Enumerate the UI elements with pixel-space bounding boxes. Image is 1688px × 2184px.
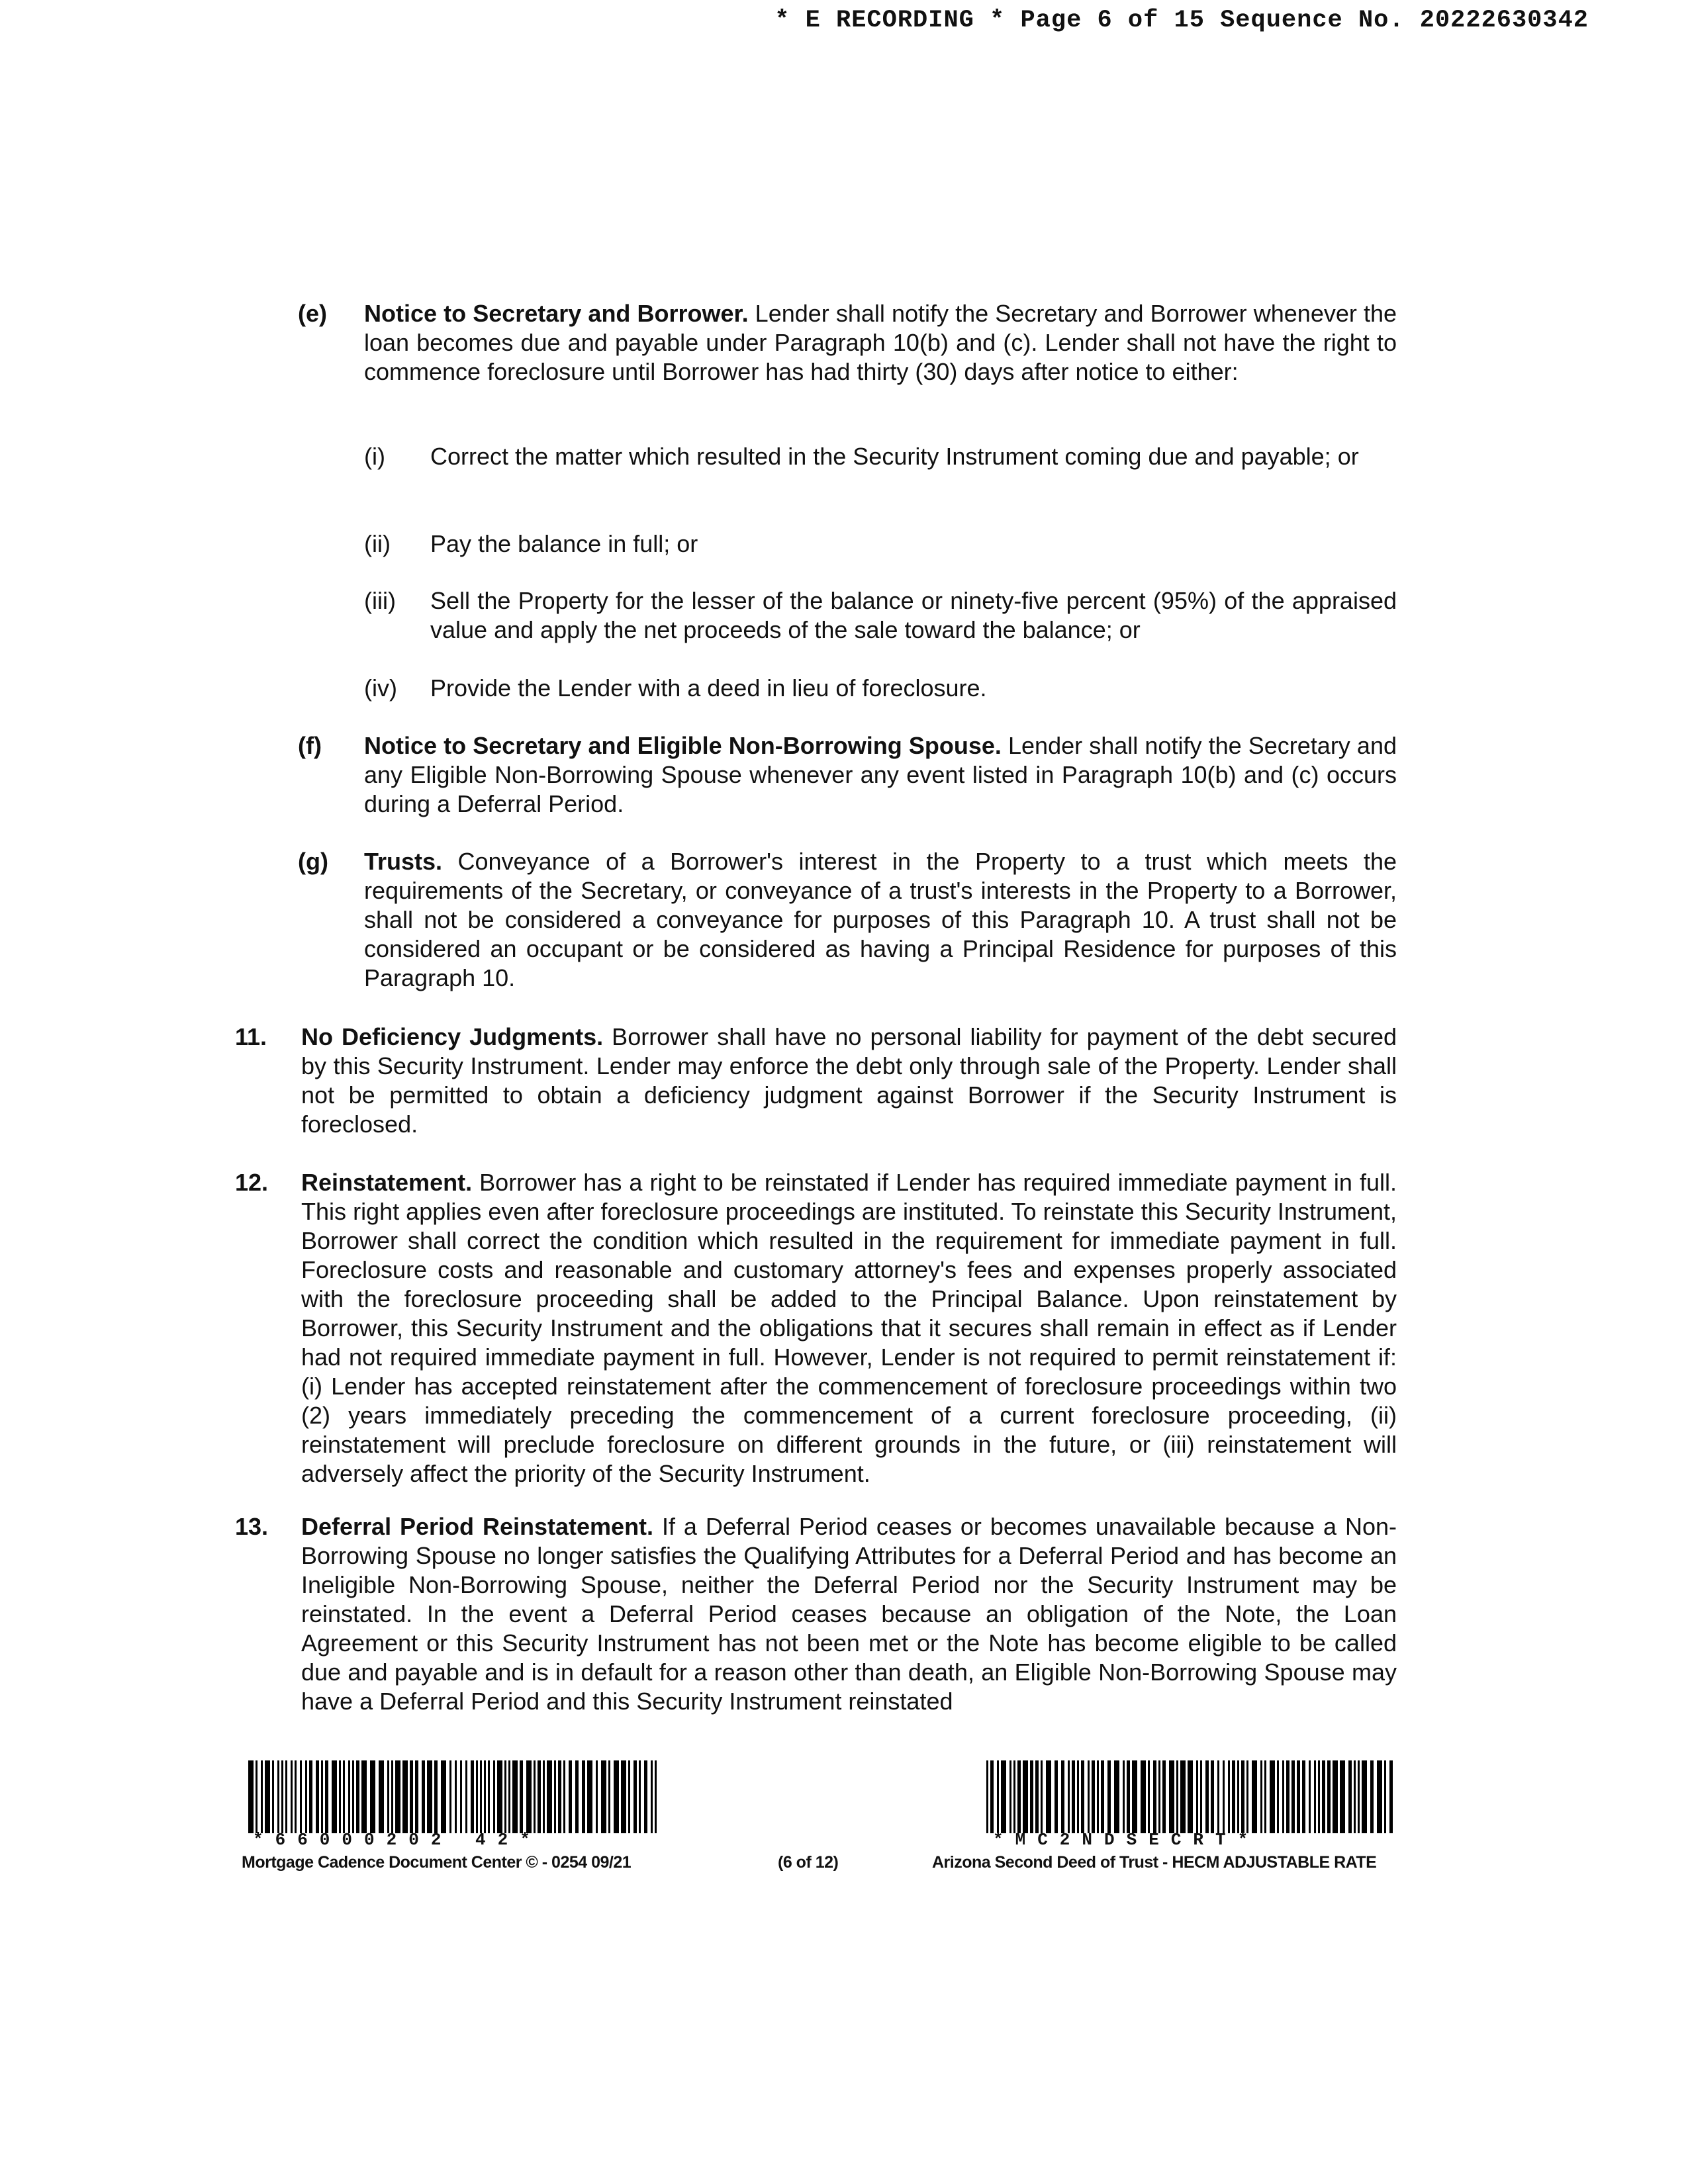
barcode-bar xyxy=(614,1760,619,1833)
barcode-bar xyxy=(295,1760,297,1833)
barcode-bar xyxy=(1196,1760,1198,1833)
barcode-bar xyxy=(1200,1760,1202,1833)
barcode-bar xyxy=(1162,1760,1166,1833)
barcode-bar xyxy=(248,1760,254,1833)
section-11 xyxy=(301,1023,1397,1139)
barcode-bar xyxy=(1180,1760,1186,1833)
barcode-bar xyxy=(1264,1760,1266,1833)
barcode-bar xyxy=(465,1760,467,1833)
barcode-bar xyxy=(316,1760,319,1833)
barcode-bar xyxy=(628,1760,630,1833)
barcode-bar xyxy=(1297,1760,1300,1833)
barcode-bar xyxy=(547,1760,552,1833)
barcode-bar xyxy=(1354,1760,1356,1833)
barcode-bar xyxy=(1158,1760,1160,1833)
item-iv-label: (iv) xyxy=(364,674,397,702)
barcode-bar xyxy=(1097,1760,1099,1833)
barcode-bar xyxy=(1211,1760,1214,1833)
barcode-bar xyxy=(1223,1760,1225,1833)
barcode-bar xyxy=(291,1760,293,1833)
barcode-bar xyxy=(1291,1760,1295,1833)
barcode-bar xyxy=(1088,1760,1090,1833)
barcode-bar xyxy=(272,1760,274,1833)
barcode-bar xyxy=(1188,1760,1193,1833)
barcode-bar xyxy=(1348,1760,1352,1833)
barcode-bar xyxy=(1092,1760,1095,1833)
left-barcode-text: *66000202 42* xyxy=(253,1830,542,1850)
left-barcode-image xyxy=(248,1760,659,1833)
barcode-bar xyxy=(1017,1760,1021,1833)
barcode-bar xyxy=(352,1760,354,1833)
item-ii-label: (ii) xyxy=(364,530,391,557)
section-f-text: Lender shall notify the Secretary and any Eligible Non-Borrowing Spouse whenever any event listed in Paragraph 10(b) and (c) occurs during a Deferral Period. xyxy=(364,732,1397,817)
barcode-bar xyxy=(575,1760,579,1833)
barcode-bar xyxy=(391,1760,393,1833)
barcode-bar xyxy=(1123,1760,1125,1833)
section-12-title: Reinstatement. xyxy=(301,1169,473,1196)
barcode-bar xyxy=(1068,1760,1070,1833)
barcode-bar xyxy=(1309,1760,1311,1833)
barcode-bar xyxy=(449,1760,451,1833)
barcode-bar xyxy=(1277,1760,1279,1833)
barcode-bar xyxy=(1384,1760,1386,1833)
section-f xyxy=(364,731,1397,819)
barcode-bar xyxy=(1252,1760,1257,1833)
barcode-bar xyxy=(325,1760,328,1833)
barcode-bar xyxy=(471,1760,474,1833)
section-f-title: Notice to Secretary and Eligible Non-Borrowing Spouse. xyxy=(364,732,1002,759)
barcode-bar xyxy=(379,1760,384,1833)
barcode-bar xyxy=(455,1760,457,1833)
barcode-bar xyxy=(1377,1760,1382,1833)
barcode-bar xyxy=(493,1760,495,1833)
barcode-bar xyxy=(1001,1760,1006,1833)
right-barcode-image xyxy=(986,1760,1397,1833)
barcode-bar xyxy=(484,1760,486,1833)
barcode-bar xyxy=(651,1760,653,1833)
barcode-bar xyxy=(1132,1760,1137,1833)
barcode-bar xyxy=(370,1760,375,1833)
barcode-bar xyxy=(587,1760,592,1833)
barcode-bar xyxy=(997,1760,999,1833)
item-iii-text: Sell the Property for the lesser of the balance or ninety-five percent (95%) of the appraised value and apply the net proceeds of the sale toward the balance; or xyxy=(430,587,1397,643)
barcode-bar xyxy=(1127,1760,1130,1833)
barcode-bar xyxy=(410,1760,413,1833)
section-e xyxy=(364,299,1397,387)
page-of-count: (6 of 12) xyxy=(778,1853,839,1872)
barcode-bar xyxy=(1241,1760,1244,1833)
barcode-bar xyxy=(1077,1760,1079,1833)
barcode-bar xyxy=(1370,1760,1374,1833)
barcode-bar xyxy=(356,1760,359,1833)
barcode-bar xyxy=(1358,1760,1360,1833)
barcode-bar xyxy=(1023,1760,1028,1833)
barcode-bar xyxy=(1286,1760,1289,1833)
section-11-title: No Deficiency Judgments. xyxy=(301,1023,604,1050)
barcode-bar xyxy=(554,1760,556,1833)
section-e-text: Lender shall notify the Secretary and Borrower whenever the loan becomes due and payable under Paragraph 10(b) and (c). Lender shall not have the right to commence foreclosure until Borrower has had thirty (30) days after notice to either: xyxy=(364,300,1397,385)
barcode-bar xyxy=(1176,1760,1178,1833)
barcode-bar xyxy=(441,1760,446,1833)
barcode-bar xyxy=(1009,1760,1011,1833)
barcode-bar xyxy=(558,1760,561,1833)
barcode-bar xyxy=(1153,1760,1156,1833)
barcode-bar xyxy=(402,1760,408,1833)
barcode-bar xyxy=(563,1760,565,1833)
barcode-bar xyxy=(285,1760,287,1833)
barcode-bar xyxy=(1237,1760,1239,1833)
section-11-text: Borrower shall have no personal liability for payment of the debt secured by this Security Instrument. Lender may enforce the debt only through sale of the Property. Lender shall not be permitted to obtain a deficiency judgment against Borrower if the Security Instrument is foreclosed. xyxy=(301,1023,1397,1138)
section-13-label: 13. xyxy=(235,1513,269,1540)
barcode-bar xyxy=(601,1760,606,1833)
barcode-bar xyxy=(1389,1760,1393,1833)
section-13 xyxy=(301,1512,1397,1716)
barcode-bar xyxy=(434,1760,438,1833)
barcode-bar xyxy=(1114,1760,1119,1833)
barcode-bar xyxy=(1282,1760,1284,1833)
barcode-bar xyxy=(480,1760,482,1833)
section-f-label: (f) xyxy=(298,732,322,759)
barcode-bar xyxy=(1217,1760,1219,1833)
barcode-bar xyxy=(1046,1760,1051,1833)
section-g xyxy=(364,847,1397,993)
section-12 xyxy=(301,1168,1397,1488)
barcode-bar xyxy=(1107,1760,1111,1833)
barcode-bar xyxy=(277,1760,279,1833)
item-iii-label: (iii) xyxy=(364,587,396,614)
barcode-bar xyxy=(1030,1760,1033,1833)
barcode-bar xyxy=(526,1760,532,1833)
right-footer-caption: Arizona Second Deed of Trust - HECM ADJUSTABLE RATE xyxy=(932,1853,1377,1872)
barcode-bar xyxy=(1362,1760,1367,1833)
section-12-label: 12. xyxy=(235,1169,269,1196)
barcode-bar xyxy=(476,1760,478,1833)
barcode-bar xyxy=(1260,1760,1262,1833)
barcode-bar xyxy=(1205,1760,1209,1833)
barcode-bar xyxy=(569,1760,572,1833)
barcode-bar xyxy=(1333,1760,1338,1833)
item-iv-text: Provide the Lender with a deed in lieu of foreclosure. xyxy=(430,674,987,702)
item-i-label: (i) xyxy=(364,443,385,470)
barcode-bar xyxy=(261,1760,263,1833)
barcode-bar xyxy=(582,1760,585,1833)
barcode-bar xyxy=(1061,1760,1064,1833)
barcode-bar xyxy=(265,1760,270,1833)
barcode-bar xyxy=(488,1760,490,1833)
barcode-bar xyxy=(1169,1760,1174,1833)
section-g-label: (g) xyxy=(298,848,328,875)
barcode-bar xyxy=(321,1760,323,1833)
barcode-bar xyxy=(361,1760,367,1833)
section-13-title: Deferral Period Reinstatement. xyxy=(301,1513,654,1540)
barcode-bar xyxy=(986,1760,988,1833)
item-i-text: Correct the matter which resulted in the Security Instrument coming due and payable; or xyxy=(430,443,1359,470)
barcode-bar xyxy=(415,1760,418,1833)
barcode-bar xyxy=(1101,1760,1104,1833)
barcode-bar xyxy=(1322,1760,1325,1833)
section-13-text: If a Deferral Period ceases or becomes unavailable because a Non-Borrowing Spouse no longer satisfies the Qualifying Attributes for a Deferral Period and has become an Ineligible Non-Borrowing Spouse, neither the Deferral Period nor the Security Instrument may be reinstated. In the event a Deferral Period ceases because an obligation of the Note, the Loan Agreement or this Security Instrument has not been met or the Note has become eligible to be called due and payable and is in default for a reason other than death, an Eligible Non-Borrowing Spouse may have a Deferral Period and this Security Instrument reinstated xyxy=(301,1513,1397,1715)
barcode-bar xyxy=(309,1760,312,1833)
barcode-bar xyxy=(1013,1760,1015,1833)
barcode-bar xyxy=(520,1760,523,1833)
barcode-bar xyxy=(281,1760,283,1833)
barcode-bar xyxy=(395,1760,400,1833)
barcode-bar xyxy=(534,1760,536,1833)
left-footer-caption: Mortgage Cadence Document Center © - 0254 09/21 xyxy=(242,1853,632,1872)
barcode-bar xyxy=(256,1760,258,1833)
barcode-bar xyxy=(1141,1760,1146,1833)
barcode-bar xyxy=(343,1760,345,1833)
barcode-bar xyxy=(460,1760,462,1833)
barcode-bar xyxy=(1270,1760,1275,1833)
section-e-title: Notice to Secretary and Borrower. xyxy=(364,300,749,327)
barcode-bar xyxy=(1041,1760,1043,1833)
barcode-bar xyxy=(1314,1760,1316,1833)
barcode-bar xyxy=(512,1760,518,1833)
barcode-bar xyxy=(596,1760,598,1833)
barcode-bar xyxy=(1081,1760,1084,1833)
section-g-title: Trusts. xyxy=(364,848,443,875)
barcode-bar xyxy=(305,1760,307,1833)
barcode-bar xyxy=(300,1760,302,1833)
barcode-bar xyxy=(1327,1760,1331,1833)
barcode-bar xyxy=(543,1760,545,1833)
barcode-bar xyxy=(1340,1760,1345,1833)
barcode-bar xyxy=(1035,1760,1039,1833)
right-barcode-text: *MC2NDSECRT* xyxy=(993,1830,1260,1850)
barcode-bar xyxy=(339,1760,341,1833)
section-12-text: Borrower has a right to be reinstated if Lender has required immediate payment in full. This right applies even after foreclosure proceedings are instituted. To reinstate this Security Instrument, Borrower shall correct the condition which resulted in the requirement for immediate payment in full. Foreclosure costs and reasonable and customary attorney's fees and expenses properly associated with the foreclosure proceeding shall be added to the Principal Balance. Upon reinstatement by Borrower, this Security Instrument and the obligations that it secures shall remain in effect as if Lender had not required immediate payment in full. However, Lender is not required to permit reinstatement if: (i) Lender has accepted reinstatement after the commencement of foreclosure proceedings within two (2) years immediately preceding the commencement of a current foreclosure proceeding, (ii) reinstatement will preclude foreclosure on different grounds in the future, or (iii) reinstatement will adversely affect the priority of the Security Instrument. xyxy=(301,1169,1397,1487)
barcode-bar xyxy=(387,1760,389,1833)
barcode-bar xyxy=(1302,1760,1305,1833)
barcode-bar xyxy=(608,1760,610,1833)
section-11-label: 11. xyxy=(235,1023,267,1050)
barcode-bar xyxy=(508,1760,510,1833)
barcode-bar xyxy=(538,1760,541,1833)
barcode-bar xyxy=(1318,1760,1320,1833)
barcode-bar xyxy=(1228,1760,1230,1833)
barcode-bar xyxy=(1148,1760,1150,1833)
barcode-bar xyxy=(1072,1760,1075,1833)
item-ii-text: Pay the balance in full; or xyxy=(430,530,698,557)
section-e-label: (e) xyxy=(298,300,327,327)
barcode-bar xyxy=(348,1760,350,1833)
barcode-bar xyxy=(1055,1760,1058,1833)
section-g-text: Conveyance of a Borrower's interest in the Property to a trust which meets the requirements of the Secretary, or conveyance of a trust's interests in the Property to a Borrower, shall not be considered a conveyance for purposes of this Paragraph 10. A trust shall not be considered an occupant or be considered as having a Principal Residence for purposes of this Paragraph 10. xyxy=(364,848,1397,991)
barcode-bar xyxy=(655,1760,657,1833)
barcode-bar xyxy=(427,1760,432,1833)
barcode-bar xyxy=(621,1760,626,1833)
barcode-bar xyxy=(422,1760,425,1833)
barcode-bar xyxy=(504,1760,506,1833)
barcode-bar xyxy=(1246,1760,1248,1833)
barcode-bar xyxy=(639,1760,641,1833)
barcode-bar xyxy=(633,1760,637,1833)
barcode-bar xyxy=(332,1760,337,1833)
barcode-bar xyxy=(644,1760,647,1833)
barcode-bar xyxy=(1232,1760,1235,1833)
recording-header: * E RECORDING * Page 6 of 15 Sequence No. 20222630342 xyxy=(774,7,1589,34)
barcode-bar xyxy=(497,1760,502,1833)
barcode-bar xyxy=(990,1760,994,1833)
